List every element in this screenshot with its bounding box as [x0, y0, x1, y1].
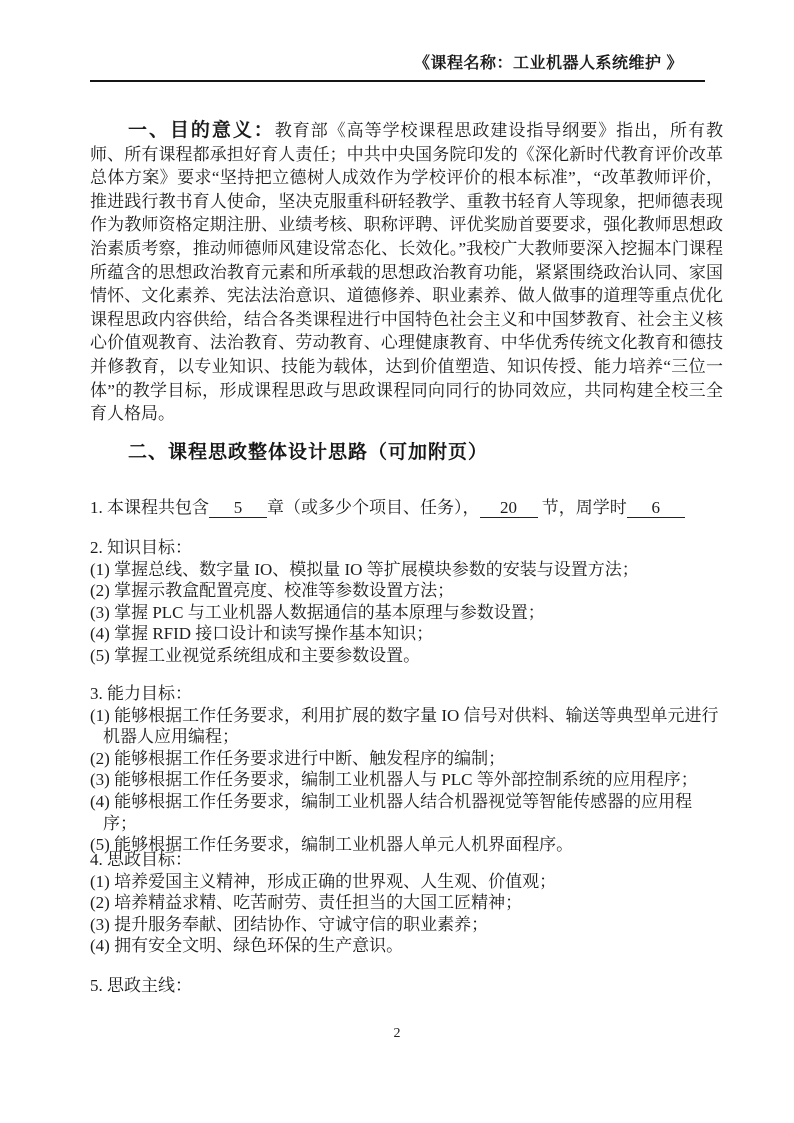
course-structure-prefix: 1. 本课程共包含 [90, 498, 209, 517]
list-item: (3) 提升服务奉献、团结协作、守诚守信的职业素养； [90, 914, 489, 934]
list-item: (2) 培养精益求精、吃苦耐劳、责任担当的大国工匠精神； [90, 893, 523, 913]
ideology-mainline-title: 5. 思政主线： [90, 976, 192, 995]
page-number: 2 [393, 1026, 401, 1041]
chapters-blank: 5 [209, 498, 267, 518]
ideology-objectives-title: 4. 思政目标： [90, 850, 192, 869]
section-1-body: 教育部《高等学校课程思政建设指导纲要》指出，所有教师、所有课程都承担好育人责任；中共中央国务院印发的《深化新时代教育评价改革总体方案》要求“坚持把立德树人成效作为学校评价的根本标准”，“改革教师评价，推进践行教书育人使命，坚决克服重科研轻教学、重教书轻育人等现象，把师德表现作为教师资格定期注册、业绩考核、职称评聘、评优奖励首要要求，强化教师思想政治素质考察，推动师德师风建设常态化、长效化。”我校广大教师要深入挖掘本门课程所蕴含的思想政治教育元素和所承载的思想政治教育功能，紧紧围绕政治认同、家国情怀、文化素养、宪法法治意识、道德修养、职业素养、做人做事的道理等重点优化课程思政内容供给，结合各类课程进行中国特色社会主义和中国梦教育、社会主义核心价值观教育、法治教育、劳动教育、心理健康教育、中华优秀传统文化教育和德技并修教育，以专业知识、技能为载体，达到价值塑造、知识传授、能力培养“三位一体”的教学目标，形成课程思政与思政课程同向同行的协同效应，共同构建全校三全育人格局。 [90, 121, 723, 424]
list-item: (5) 掌握工业视觉系统组成和主要参数设置。 [90, 645, 421, 665]
section-2-heading: 二、课程思政整体设计思路（可加附页） [128, 442, 489, 463]
list-item: (1) 培养爱国主义精神，形成正确的世界观、人生观、价值观； [90, 871, 557, 891]
ideology-objectives-block [90, 849, 723, 957]
list-item: (1) 能够根据工作任务要求，利用扩展的数字量 IO 信号对供料、输送等典型单元进行机器人应用编程； [90, 705, 719, 747]
weekly-hours-blank: 6 [627, 498, 685, 518]
list-item: (3) 能够根据工作任务要求，编制工业机器人与 PLC 等外部控制系统的应用程序； [90, 770, 698, 790]
section-1-heading: 一、目的意义： [128, 120, 275, 141]
page-header [90, 50, 705, 82]
section-1-paragraph [90, 119, 723, 426]
list-item: (3) 掌握 PLC 与工业机器人数据通信的基本原理与参数设置； [90, 602, 545, 622]
sections-blank: 20 [480, 498, 538, 518]
list-item: (4) 掌握 RFID 接口设计和读写操作基本知识； [90, 624, 434, 644]
ability-objectives-title: 3. 能力目标： [90, 684, 192, 703]
ability-objectives-block [90, 683, 723, 856]
list-item: (4) 能够根据工作任务要求，编制工业机器人结合机器视觉等智能传感器的应用程序； [90, 791, 693, 833]
ideology-mainline-block [90, 975, 723, 997]
knowledge-objectives-title: 2. 知识目标： [90, 538, 192, 557]
course-structure-line [90, 497, 740, 519]
list-item: (2) 能够根据工作任务要求进行中断、触发程序的编制； [90, 748, 506, 768]
course-name-header: 《课程名称：工业机器人系统维护 》 [414, 55, 683, 72]
list-item: (4) 拥有安全文明、绿色环保的生产意识。 [90, 936, 404, 956]
list-item: (1) 掌握总线、数字量 IO、模拟量 IO 等扩展模块参数的安装与设置方法； [90, 559, 639, 579]
list-item: (5) 能够根据工作任务要求，编制工业机器人单元人机界面程序。 [90, 835, 574, 855]
knowledge-objectives-block [90, 537, 723, 667]
course-structure-mid2: 节，周学时 [541, 498, 627, 517]
course-structure-mid1: 章（或多少个项目、任务）， [267, 498, 480, 517]
list-item: (2) 掌握示教盒配置亮度、校准等参数设置方法； [90, 581, 455, 601]
